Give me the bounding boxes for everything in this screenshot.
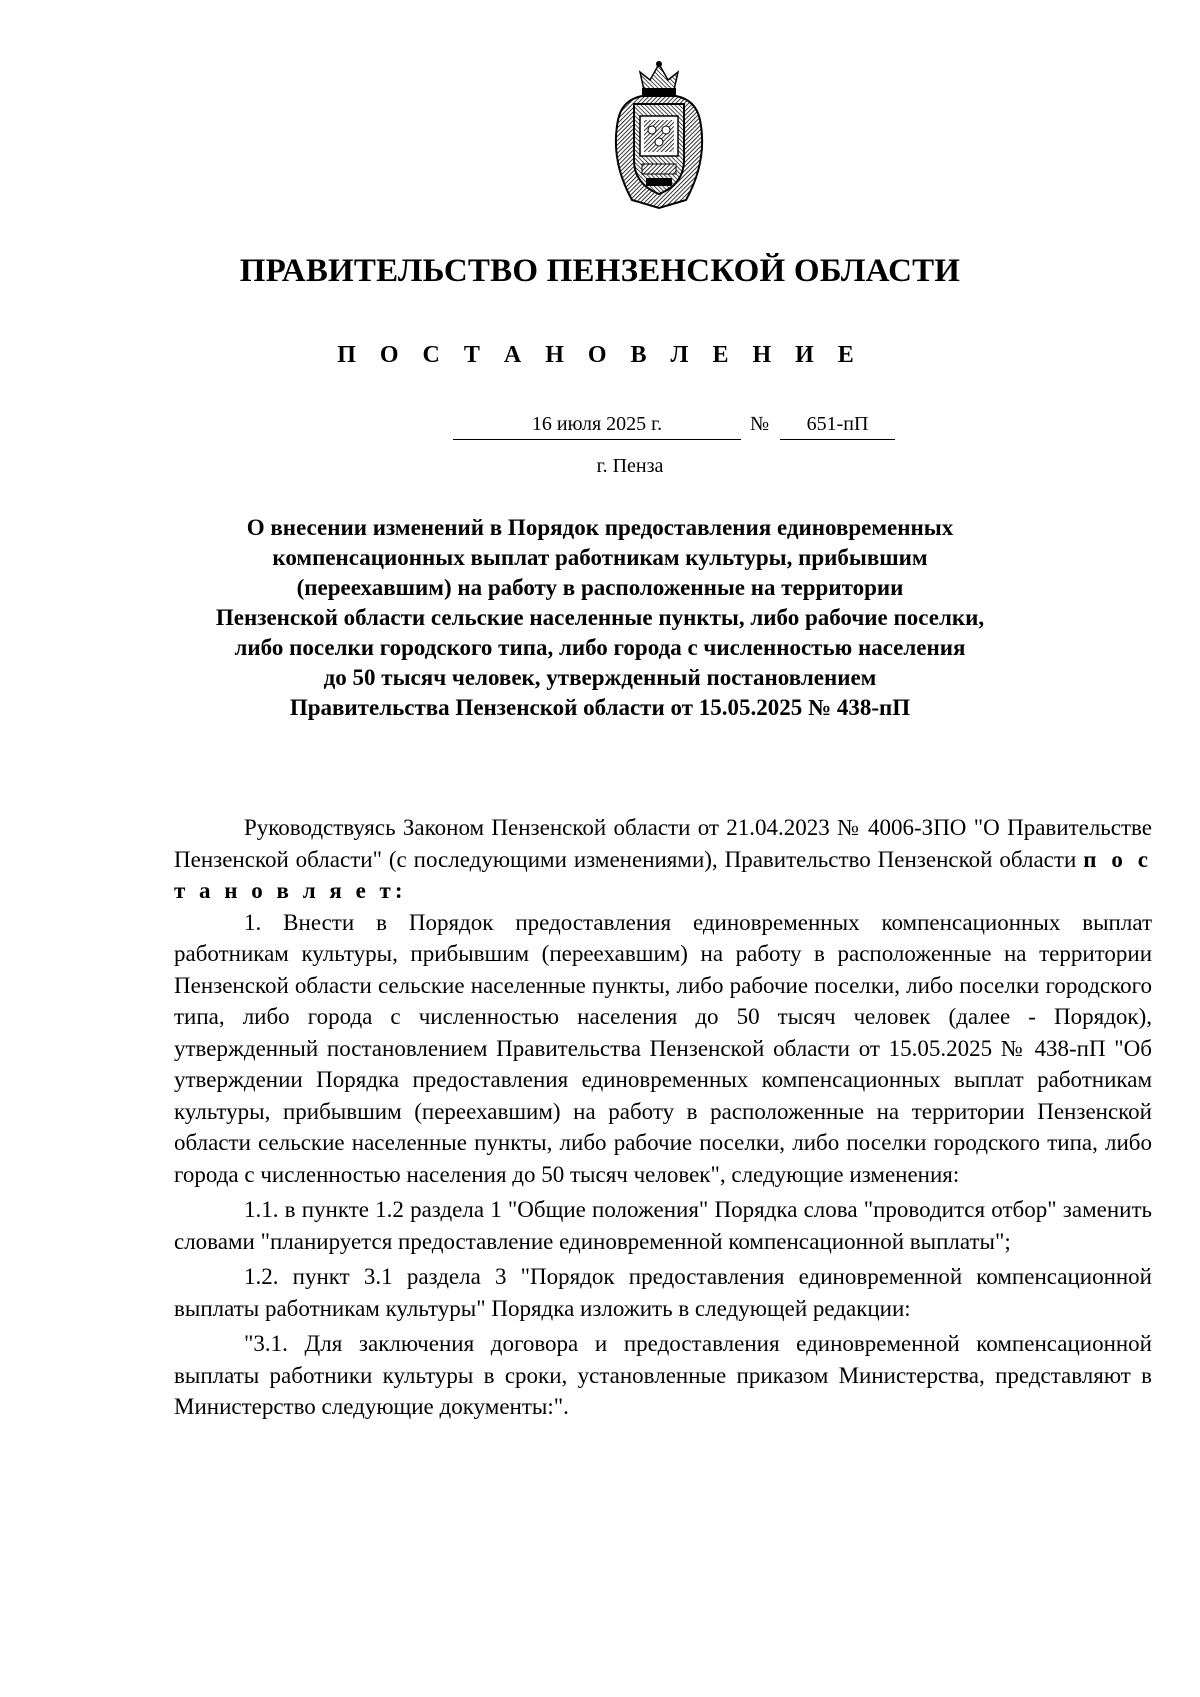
resolves-word: п о с т а н о в л я е т:	[174, 846, 1153, 903]
organization-title: ПРАВИТЕЛЬСТВО ПЕНЗЕНСКОЙ ОБЛАСТИ	[239, 253, 961, 289]
subject-line: Правительства Пензенской области от 15.05.2025 № 438-пП	[289, 695, 911, 720]
document-city: г. Пенза	[596, 455, 664, 477]
paragraph-3-1-quote: "3.1. Для заключения договора и предоставления единовременной компенсационной выплаты работники культуры в сроки, установленные приказом Министерства, представляют в Министерство следующие документы:".	[174, 1331, 1152, 1419]
coat-of-arms-emblem	[604, 60, 714, 210]
paragraph-1-1: 1.1. в пункте 1.2 раздела 1 "Общие положения" Порядка слова "проводится отбор" заменить словами "планируется предоставление единовременной компенсационной выплаты";	[174, 1197, 1152, 1254]
subject-line: Пензенской области сельские населенные пункты, либо рабочие поселки,	[215, 605, 985, 630]
preamble-paragraph	[174, 812, 1152, 907]
document-subject	[160, 513, 1040, 723]
subject-line: компенсационных выплат работникам культуры, прибывшим	[272, 545, 928, 570]
document-date: 16 июля 2025 г.	[453, 412, 741, 440]
subject-line: (переехавшим) на работу в расположенные на территории	[296, 575, 904, 600]
document-type: П О С Т А Н О В Л Е Н И Е	[337, 342, 863, 368]
paragraph-1-2: 1.2. пункт 3.1 раздела 3 "Порядок предоставления единовременной компенсационной выплаты работникам культуры" Порядка изложить в следующей редакции:	[174, 1264, 1152, 1321]
document-body	[174, 812, 1152, 1423]
paragraph-1: 1. Внести в Порядок предоставления единовременных компенсационных выплат работникам культуры, прибывшим (переехавшим) на работу в расположенные на территории Пензенской области сельские населенные пункты, либо рабочие поселки, либо поселки городского типа, либо города с численностью населения до 50 тысяч человек (далее - Порядок), утвержденный постановлением Правительства Пензенской области от 15.05.2025 № 438-пП "Об утверждении Порядка предоставления единовременных компенсационных выплат работникам культуры, прибывшим (переехавшим) на работу в расположенные на территории Пензенской области сельские населенные пункты, либо рабочие поселки, либо поселки городского типа, либо города с численностью населения до 50 тысяч человек", следующие изменения:	[174, 909, 1152, 1187]
subject-line: либо поселки городского типа, либо города с численностью населения	[234, 635, 966, 660]
document-number: 651-пП	[780, 412, 895, 440]
subject-line: до 50 тысяч человек, утвержденный постановлением	[323, 665, 877, 690]
preamble-text: Руководствуясь Законом Пензенской области от 21.04.2023 № 4006-ЗПО "О Правительстве Пензенской области" (с последующими изменениями), Правительство Пензенской области	[174, 815, 1152, 872]
subject-line: О внесении изменений в Порядок предоставления единовременных	[246, 515, 954, 540]
number-sign: №	[750, 413, 770, 435]
